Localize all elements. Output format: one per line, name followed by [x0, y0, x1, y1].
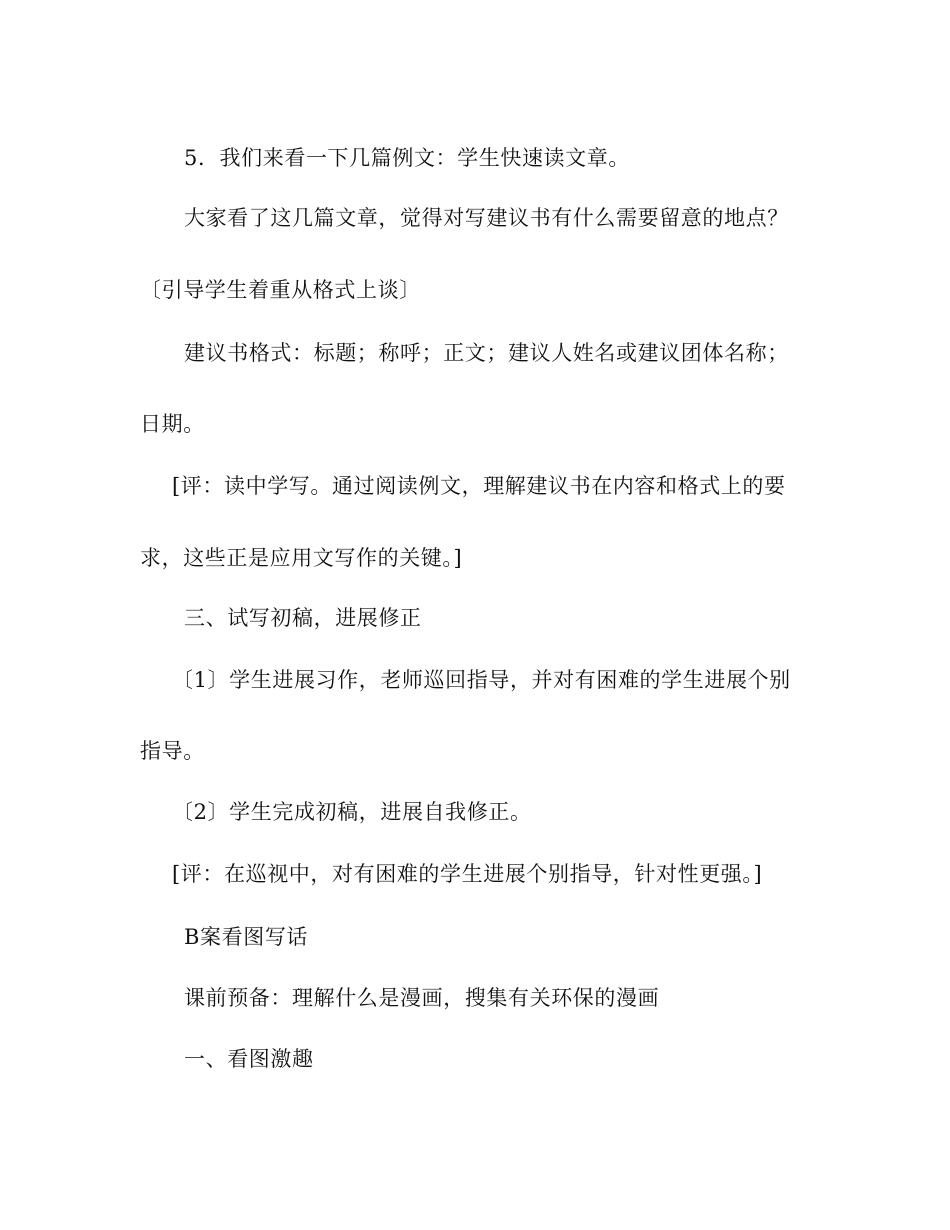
paragraph-line: 日期。: [140, 412, 205, 436]
section-heading: B案看图写话: [184, 925, 309, 949]
paragraph-line: 课前预备：理解什么是漫画，搜集有关环保的漫画: [184, 986, 660, 1010]
paragraph-line: 〔1〕学生进展习作，老师巡回指导，并对有困难的学生进展个别: [172, 668, 791, 692]
paragraph-line: 〔2〕学生完成初稿，进展自我修正。: [172, 800, 532, 824]
section-heading: 三、试写初稿，进展修正: [184, 606, 422, 630]
paragraph-line: 建议书格式：标题；称呼；正文；建议人姓名或建议团体名称；: [184, 341, 789, 365]
paragraph-line: [评：读中学写。通过阅读例文，理解建议书在内容和格式上的要: [172, 474, 786, 498]
paragraph-line: 5．我们来看一下几篇例文：学生快速读文章。: [184, 146, 630, 170]
paragraph-line: 大家看了这几篇文章，觉得对写建议书有什么需要留意的地点？: [184, 206, 789, 230]
paragraph-line: 指导。: [140, 739, 205, 763]
section-heading: 一、看图激趣: [184, 1047, 314, 1071]
paragraph-line: [评：在巡视中，对有困难的学生进展个别指导，针对性更强。]: [172, 862, 763, 886]
paragraph-line: 求，这些正是应用文写作的关键。]: [140, 546, 463, 570]
paragraph-line: 〔引导学生着重从格式上谈〕: [140, 278, 421, 302]
